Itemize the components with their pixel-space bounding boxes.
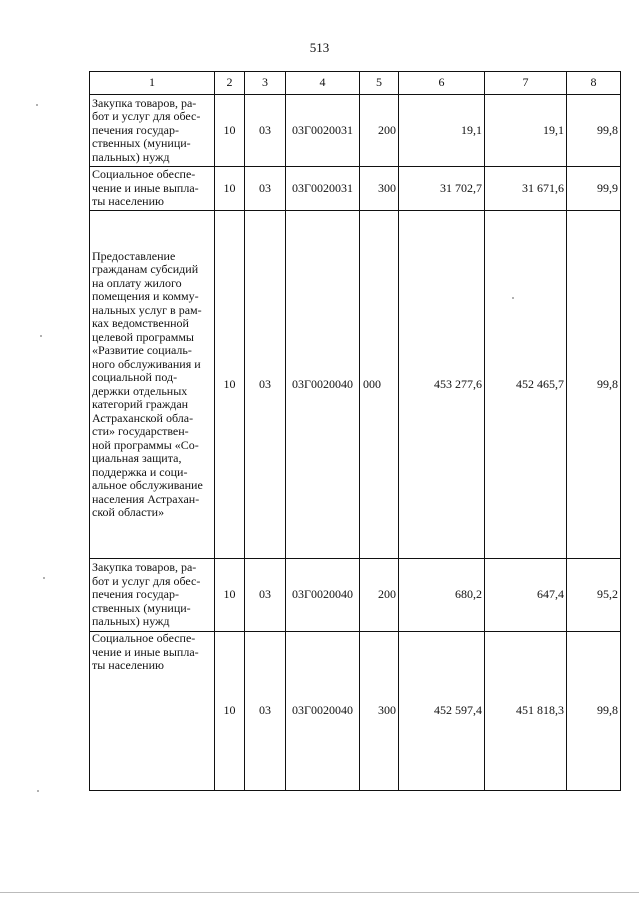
- table-row: [90, 559, 621, 632]
- subsection-code-cell: 03: [245, 559, 286, 632]
- row-name-line: чение и иные выпла-: [92, 644, 199, 659]
- header-cell-2: 2: [215, 72, 245, 95]
- planned-amount-cell: 31 702,7: [399, 167, 485, 211]
- section-code-cell: 10: [215, 211, 245, 559]
- row-name-line: социальной под-: [92, 370, 178, 384]
- scan-bottom-edge: [0, 892, 639, 893]
- row-name-line: категорий граждан: [92, 397, 189, 411]
- row-name-line: Астраханской обла-: [92, 410, 194, 425]
- row-name-line: гражданам субсидий: [92, 262, 199, 276]
- row-name-line: целевой программы: [92, 329, 194, 344]
- execution-percent-cell: 95,2: [567, 559, 621, 632]
- row-name-line: Социальное обеспе-: [92, 631, 196, 645]
- planned-amount-cell: 19,1: [399, 95, 485, 167]
- row-name-line: держки отдельных: [92, 383, 188, 398]
- row-name-line: бот и услуг для обес-: [92, 109, 201, 124]
- target-article-cell: 03Г0020031: [286, 95, 360, 167]
- table-row: [90, 95, 621, 167]
- target-article-cell: 03Г0020040: [286, 559, 360, 632]
- scan-speck: [43, 577, 45, 579]
- row-name-cell: [90, 211, 215, 559]
- target-article-cell: 03Г0020040: [286, 211, 360, 559]
- section-code-cell: 10: [215, 559, 245, 632]
- section-code-cell: 10: [215, 632, 245, 791]
- row-name-line: ках ведомственной: [92, 316, 189, 330]
- subsection-code-cell: 03: [245, 167, 286, 211]
- row-name-line: ственных (муници-: [92, 600, 191, 615]
- executed-amount-cell: 31 671,6: [485, 167, 567, 211]
- subsection-code-cell: 03: [245, 95, 286, 167]
- planned-amount-cell: 452 597,4: [399, 632, 485, 791]
- execution-percent-cell: 99,8: [567, 95, 621, 167]
- row-name-line: альное обслуживание: [92, 478, 203, 492]
- scan-speck: [40, 335, 42, 337]
- executed-amount-cell: 451 818,3: [485, 632, 567, 791]
- row-name-cell: [90, 559, 215, 632]
- section-code-cell: 10: [215, 167, 245, 211]
- row-name-line: Закупка товаров, ра-: [92, 560, 197, 575]
- row-name-cell: [90, 632, 215, 791]
- scan-speck: [37, 790, 39, 792]
- row-name-cell: [90, 167, 215, 211]
- row-name-line: пальных) нужд: [92, 614, 170, 629]
- expense-type-cell: 000: [360, 211, 399, 559]
- header-cell-6: 6: [399, 72, 485, 95]
- row-name-line: помещения и комму-: [92, 289, 199, 303]
- planned-amount-cell: 453 277,6: [399, 211, 485, 559]
- row-name-line: поддержка и соци-: [92, 464, 188, 479]
- scan-speck: [36, 104, 38, 106]
- row-name-line: ской области»: [92, 505, 165, 519]
- budget-table: [89, 71, 621, 791]
- page-number: 513: [309, 40, 330, 55]
- executed-amount-cell: 452 465,7: [485, 211, 567, 559]
- header-row: [90, 72, 621, 95]
- row-name-line: Предоставление: [92, 248, 176, 263]
- execution-percent-cell: 99,9: [567, 167, 621, 211]
- row-name-cell: [90, 95, 215, 167]
- row-name-line: нальных услуг в рам-: [92, 302, 202, 317]
- executed-amount-cell: 19,1: [485, 95, 567, 167]
- execution-percent-cell: 99,8: [567, 632, 621, 791]
- header-cell-3: 3: [245, 72, 286, 95]
- table-row: [90, 632, 621, 791]
- row-name-line: пальных) нужд: [92, 149, 170, 164]
- row-name-line: населения Астрахан-: [92, 491, 200, 506]
- row-name-line: Закупка товаров, ра-: [92, 95, 197, 110]
- header-cell-1: 1: [90, 72, 215, 95]
- subsection-code-cell: 03: [245, 632, 286, 791]
- planned-amount-cell: 680,2: [399, 559, 485, 632]
- row-name-line: ственных (муници-: [92, 136, 191, 151]
- row-name-line: Социальное обеспе-: [92, 167, 196, 182]
- header-cell-5: 5: [360, 72, 399, 95]
- scan-speck: [512, 297, 514, 299]
- row-name-line: ты населению: [92, 194, 164, 209]
- table-row: [90, 167, 621, 211]
- row-name-line: ной программы «Со-: [92, 437, 199, 452]
- row-name-line: сти» государствен-: [92, 424, 189, 438]
- expense-type-cell: 200: [360, 559, 399, 632]
- section-code-cell: 10: [215, 95, 245, 167]
- subsection-code-cell: 03: [245, 211, 286, 559]
- row-name-line: чение и иные выпла-: [92, 180, 199, 195]
- header-cell-4: 4: [286, 72, 360, 95]
- row-name-line: бот и услуг для обес-: [92, 573, 201, 588]
- target-article-cell: 03Г0020040: [286, 632, 360, 791]
- target-article-cell: 03Г0020031: [286, 167, 360, 211]
- header-cell-7: 7: [485, 72, 567, 95]
- row-name-line: на оплату жилого: [92, 275, 182, 290]
- row-name-line: циальная защита,: [92, 451, 182, 465]
- row-name-line: печения государ-: [92, 587, 179, 602]
- row-name-line: печения государ-: [92, 122, 179, 137]
- expense-type-cell: 300: [360, 632, 399, 791]
- expense-type-cell: 200: [360, 95, 399, 167]
- row-name-line: ты населению: [92, 658, 164, 672]
- executed-amount-cell: 647,4: [485, 559, 567, 632]
- row-name-line: ного обслуживания и: [92, 356, 201, 371]
- table-row: [90, 211, 621, 559]
- row-name-line: «Развитие социаль-: [92, 343, 192, 357]
- expense-type-cell: 300: [360, 167, 399, 211]
- execution-percent-cell: 99,8: [567, 211, 621, 559]
- header-cell-8: 8: [567, 72, 621, 95]
